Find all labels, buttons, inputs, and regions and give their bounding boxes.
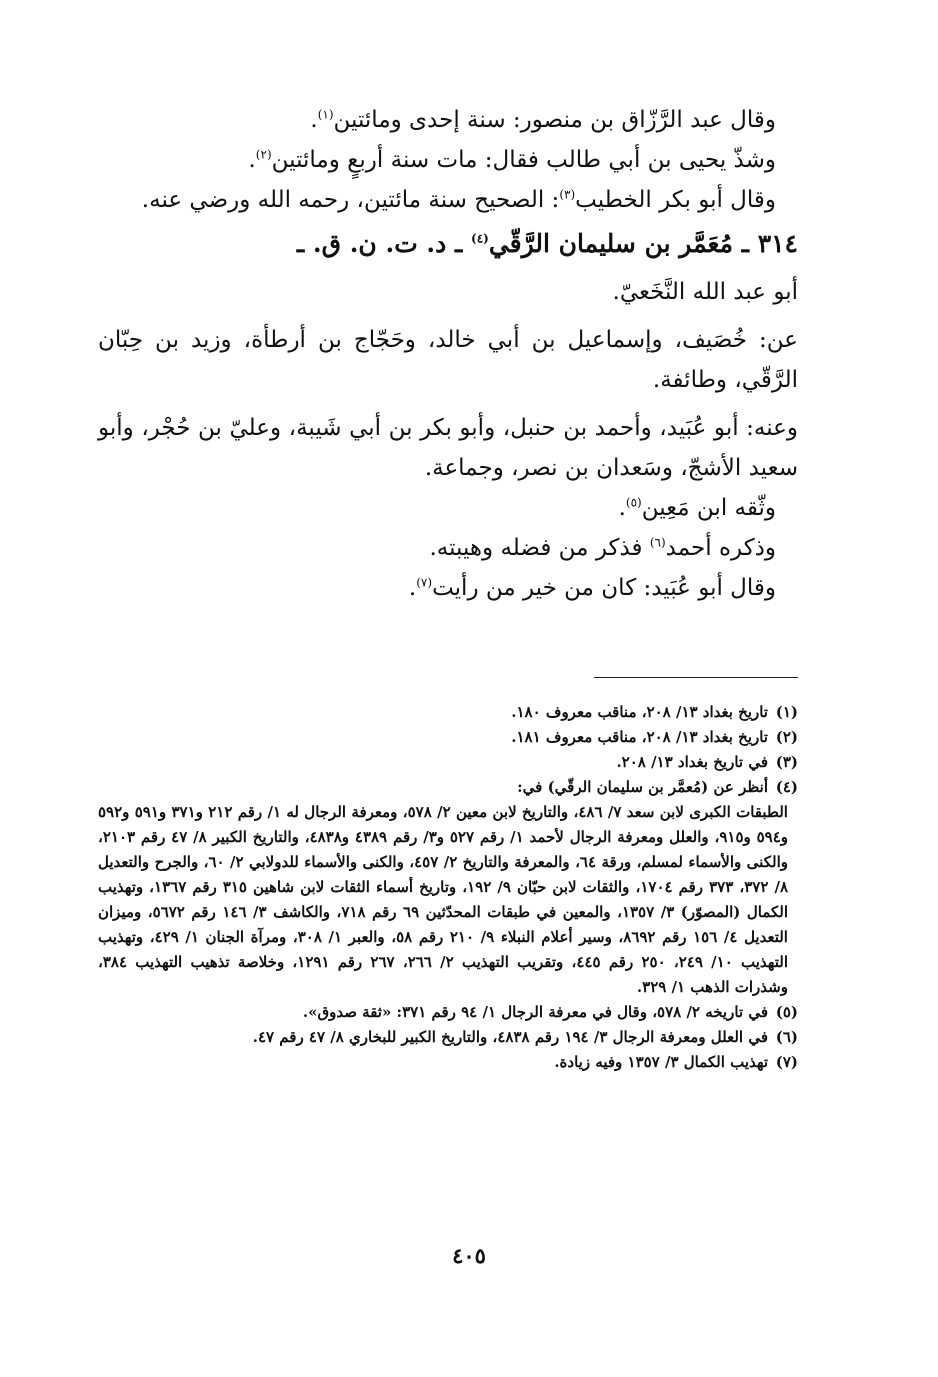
line-end: .: [618, 495, 626, 521]
footnote-ref-1[interactable]: (١): [317, 107, 334, 122]
footnotes: [98, 700, 798, 1075]
footnote-3: [98, 750, 798, 775]
main-text: [98, 100, 798, 608]
line-end: .: [248, 147, 256, 173]
line-text: وذكره أحمد: [665, 535, 776, 561]
entry-title: ٣١٤ ـ مُعَمَّر بن سليمان الرَّقّي: [488, 229, 798, 258]
footnote-number: (٣): [775, 753, 798, 771]
footnote-4-sources: الطبقات الكبرى لابن سعد ٧/ ٤٨٦، والتاريخ لابن معين ٢/ ٥٧٨، ومعرفة الرجال له ١/ رقم ٢١٢ و٣٧١ و٥٩١ و٥٩٢ و٥٩٤ و٩١٥، والعلل ومعرفة الرجال لأحمد ١/ رقم ٥٢٧ و٣/ رقم ٤٣٨٩ و٤٨٣٨، والتاريخ الكبير ٨/ ٤٧ رقم ٢١٠٣، والكنى والأسماء لمسلم، ورقة ٦٤، والمعرفة والتاريخ ٢/ ٤٥٧، والكنى والأسماء للدولابي ٢/ ٦٠، والجرح والتعديل ٨/ ٣٧٢، ٣٧٣ رقم ١٧٠٤، والثقات لابن حبّان ٩/ ١٩٢، وتاريخ أسماء الثقات لابن شاهين ٣١٥ رقم ١٣٦٧، وتهذيب الكمال (المصوّر) ٣/ ١٣٥٧، والمعين في طبقات المحدّثين ٦٩ رقم ٧١٨، والكاشف ٣/ ١٤٦ رقم ٥٦٧٢، وميزان التعديل ٤/ ١٥٦ رقم ٨٦٩٢، وسير أعلام النبلاء ٩/ ٢١٠ رقم ٥٨، والعبر ١/ ٣٠٨، ومرآة الجنان ١/ ٤٢٩، وتهذيب التهذيب ١٠/ ٢٤٩، ٢٥٠ رقم ٤٤٥، وتقريب التهذيب ٢/ ٢٦٦، ٢٦٧ رقم ١٢٩١، وخلاصة تذهيب التهذيب ٣٨٤، وشذرات الذهب ١/ ٣٢٩.: [98, 803, 789, 996]
line-text: وقال أبو عُبَيد: كان من خير من رأيت: [432, 575, 776, 601]
line-text: : الصحيح سنة مائتين، رحمه الله ورضي عنه.: [141, 187, 560, 213]
line-yahya: [98, 140, 798, 180]
footnote-1: [98, 700, 798, 725]
line-text: وثّقه ابن مَعِين: [641, 495, 776, 521]
footnote-6: [98, 1025, 798, 1050]
footnote-7: [98, 1050, 798, 1075]
line-end: .: [408, 575, 417, 601]
footnote-2: [98, 725, 798, 750]
entry-kunya: أبو عبد الله النَّخَعيّ.: [612, 279, 798, 305]
line-abdurrazzaq: [98, 100, 798, 140]
footnote-ref-3[interactable]: (٣): [559, 187, 576, 202]
line-text: وقال أبو بكر الخطيب: [575, 187, 776, 213]
students-paragraph: وعنه: أبو عُبَيد، وأحمد بن حنبل، وأبو بكر بن أبي شَيبة، وعليّ بن حُجْر، وأبو سعيد الأشجّ، وسَعدان بن نصر، وجماعة.: [98, 415, 798, 481]
footnote-divider: [594, 677, 798, 678]
line-text: فذكر من فضله وهيبته.: [429, 535, 650, 561]
footnote-ref-6[interactable]: (٦): [649, 535, 666, 550]
teachers-paragraph: عن: خُصَيف، وإسماعيل بن أبي خالد، وحَجّاج بن أرطأة، وزيد بن حِبّان الرَّقّي، وطائفة.: [98, 327, 798, 393]
footnote-number: (٦): [775, 1028, 798, 1046]
footnote-number: (٤): [775, 778, 798, 796]
footnote-text: تهذيب الكمال ٣/ ١٣٥٧ وفيه زيادة.: [554, 1053, 768, 1071]
footnote-number: (٧): [775, 1053, 798, 1071]
footnote-text: في تاريخه ٢/ ٥٧٨، وقال في معرفة الرجال ١/ ٩٤ رقم ٣٧١: «ثقة صدوق».: [302, 1003, 768, 1021]
entry-sigla: ـ د. ت. ن. ق. ـ: [296, 229, 471, 258]
footnote-text: في العلل ومعرفة الرجال ٣/ ١٩٤ رقم ٤٨٣٨، والتاريخ الكبير للبخاري ٨/ ٤٧ رقم ٤٧.: [252, 1028, 768, 1046]
footnote-text: تاريخ بغداد ١٣/ ٢٠٨، مناقب معروف ١٨١.: [511, 728, 768, 746]
footnote-ref-2[interactable]: (٢): [255, 147, 272, 162]
footnote-ref-4[interactable]: (٤): [471, 231, 489, 246]
entry-heading: [98, 224, 798, 264]
footnote-ref-7[interactable]: (٧): [416, 575, 433, 590]
line-text: وشذّ يحيى بن أبي طالب فقال: مات سنة أربعٍ ومائتين: [271, 147, 776, 173]
footnote-ref-5[interactable]: (٥): [625, 495, 642, 510]
line-khatib: [98, 180, 798, 220]
footnote-text: أنظر عن (مُعمَّر بن سليمان الرقّي) في:: [517, 778, 768, 796]
footnote-4: [98, 775, 798, 800]
line-ahmad: [98, 528, 798, 568]
line-abu-ubayd: [98, 568, 798, 608]
footnote-5: [98, 1000, 798, 1025]
page-number: ٤٠٥: [452, 1243, 486, 1268]
line-end: .: [310, 107, 318, 133]
line-text: وقال عبد الرَّزّاق بن منصور: سنة إحدى ومائتين: [333, 107, 776, 133]
footnote-number: (٢): [775, 728, 798, 746]
footnote-text: تاريخ بغداد ١٣/ ٢٠٨، مناقب معروف ١٨٠.: [511, 703, 768, 721]
footnote-number: (٥): [775, 1003, 798, 1021]
footnote-text: في تاريخ بغداد ١٣/ ٢٠٨.: [616, 753, 768, 771]
footnote-number: (١): [775, 703, 798, 721]
line-ibn-main: [98, 488, 798, 528]
